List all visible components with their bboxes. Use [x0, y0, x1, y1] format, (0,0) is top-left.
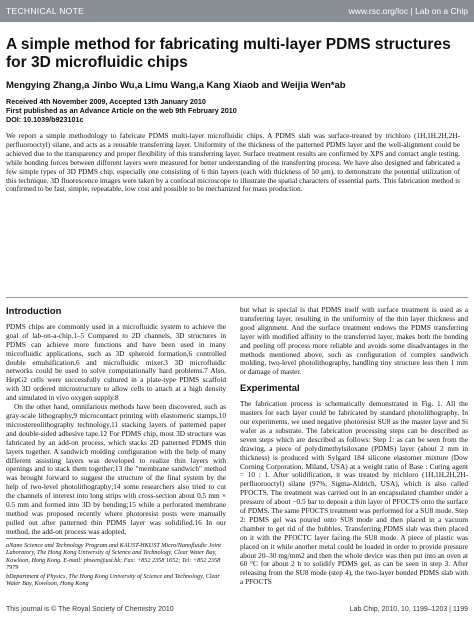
experimental-paragraph-1: The fabrication process is schematically demonstrated in Fig. 1. All the masters for each layer could be fabricated by standard photolithography. In our experiments, we used negative photoresist SU8 as the master layer and Si wafer as a substrate. The fabrication processing steps can be described as seven steps which are described as follows: Step 1: as can be seen from the drawing, a piece of polydimethylsiloxane (PDMS) layer (about 2 mm in thickness) is produced with Sylgard 184 silicone elastomer mixture (Dow Corning Corporation, Miland, USA) at a weight ratio of Base : Curing agent = 10 : 1. After solidification, it was treated by trichloro (1H,1H,2H,2H-perfluorooctyl) silane (97%, Sigma-Aldrich, USA), which is also called PFOCTS. The treatment was carried out in an encapsulated chamber under a pressure of about −0.5 bar to deposit a thin layer of PFOCTS onto the surface of PDMS. The same PFOCTS treatment was performed for a SU8 mode. Step 2: PDMS gel was poured onto SU8 mode and then placed in a vacuum chamber to get rid of the bubbles. Transferring PDMS slab was then placed on it with the PFOCTC layer facing the SU8 mode. A piece of plastic was placed on it while another metal could be loaded in order to provide pressure about 20–30 mg/mm2 and then the whole device was then put into an oven at 60 °C for about 2 h to solidify PDMS gel, as can be seen in step 3. After releasing from the SU8 mode (step 4), the two-layer bonded PDMS slab with a PFOCTS	[240, 399, 468, 587]
footer-copyright: This journal is © The Royal Society of Chemistry 2010	[6, 606, 174, 613]
article-title: A simple method for fabricating multi-layer PDMS structures for 3D microfluidic chips	[6, 36, 451, 71]
published-date: First published as an Advance Article on the web 9th February 2010	[6, 106, 237, 115]
article-authors: Mengying Zhang,a Jinbo Wu,a Limu Wang,a Kang Xiaob and Weijia Wen*ab	[6, 80, 346, 91]
section-divider	[6, 297, 468, 298]
footnote-b: bDepartment of Physics, The Hong Kong University of Science and Technology, Clear Water Bay, Kowloon, Hong Kong	[6, 572, 220, 588]
footnote-a: aNano Science and Technology Program and KAUST-HKUST Micro/Nanofluidic Joint Laboratory, The Hong Kong University of Science and Technology, Clear Water Bay, Kowloon, Hong Kong. E-mail: phwen@ust.hk; Fax: +852 2358 1652; Tel: +852 2358 7979	[6, 542, 221, 572]
article-dates	[6, 97, 466, 124]
right-column	[240, 306, 468, 587]
intro-paragraph-3: but what is special is that PDMS itself with surface treatment is used as a transferring layer, resulting in the uniformity of the thin layer thickness and good alignment. And the surface treatment endows the PDMS transferring layer with modified affinity to the transferred layer, makes both the bonding and peeling off process more reliable and avoids some disadvantages in the methods mentioned above, such as configuration of complex sandwich molding, two-level photolithography, handling tiny structure less then 1 mm or damage of master.	[240, 305, 468, 377]
received-date: Received 4th November 2009, Accepted 13th January 2010	[6, 97, 206, 106]
footnote-divider	[6, 538, 96, 539]
intro-paragraph-2: On the other hand, omnifarious methods have been discovered, such as gray-scale lithography,9 microcontact printing with elastomeric stamps,10 microstereolithography technology,11 stacking layers of patterned paper and double-sided adhesive tape.12 For PDMS chip, most 3D structure was fabricated by an add-on process, which stacks 2D patterned PDMS thin layers together. A sandwich molding configuration with the help of many different assisting layers was developed to realize thin layers with openings and to stack them together;13 the "membrane sandwich" method was brought forward to suggest the structure of the final system by the help of two-level photolithography;14 some researchers also tried to cut the channels of interest into long strips with cross-section about 0.5 mm × 0.5 mm and formed into 3D by bending;15 while a perforated membrane method was proposed recently where photoresist posts were manually pulled out after patterned thin PDMS layer was solidified.16 In our method, the add-on process was adopted,	[6, 402, 226, 536]
section-label: TECHNICAL NOTE	[6, 6, 85, 16]
journal-header-bar	[0, 0, 474, 22]
introduction-heading: Introduction	[6, 306, 62, 317]
affiliation-footnotes	[6, 542, 226, 588]
journal-url[interactable]: www.rsc.org/loc | Lab on a Chip	[348, 6, 468, 16]
abstract: We report a simple methodology to fabricate PDMS multi-layer microfluidic chips. A PDMS slab was surface-treated by trichloro (1H,1H,2H,2H-perfluorooctyl) silane, and acts as a reusable transferring layer. Uniformity of the thickness of the patterned PDMS layer and the well-alignment could be achieved due to the transparency and proper flexibility of this transferring layer. Surface treatment results are confirmed by XPS and contact angle testing, while bonding forces between different layers were measured for better understanding of the transferring process. We have also designed and fabricated a few simple types of 3D PDMS chip, especially one consisting of 6 thin layers (each with thickness of 50 μm), to demonstrate the potential utilization of this technique. 3D fluorescence images were taken by a confocal microscope to illustrate the spatial characters of essential parts. This fabrication method is confirmed to be fast, simple, repeatable, low cost and possible to be mechanized for mass production.	[6, 131, 460, 194]
article-doi[interactable]: DOI: 10.1039/b923101c	[6, 115, 84, 124]
left-column	[6, 306, 226, 537]
experimental-heading: Experimental	[240, 383, 300, 395]
footer-citation: Lab Chip, 2010, 10, 1199–1203 | 1199	[349, 606, 468, 613]
intro-paragraph-1: PDMS chips are commonly used in a microfluidic system to achieve the goal of lab-on-a-chip.1–5 Compared to 2D channels, 3D structures in PDMS can achieve more functions and have been used in many microfluidic applications, such as 3D spheroid formation,6 controlled double emulsification,6 and microfluidic mixer.3 3D microfluidic networks could be used to solve computationally hard problems.7 Also, HepG2 cells were successfully cultured in a plate-type PDMS scaffold with 3D ordered microstructure to allow cells to attach at a high density and simulated in vivo oxygen supply.8	[6, 321, 226, 403]
